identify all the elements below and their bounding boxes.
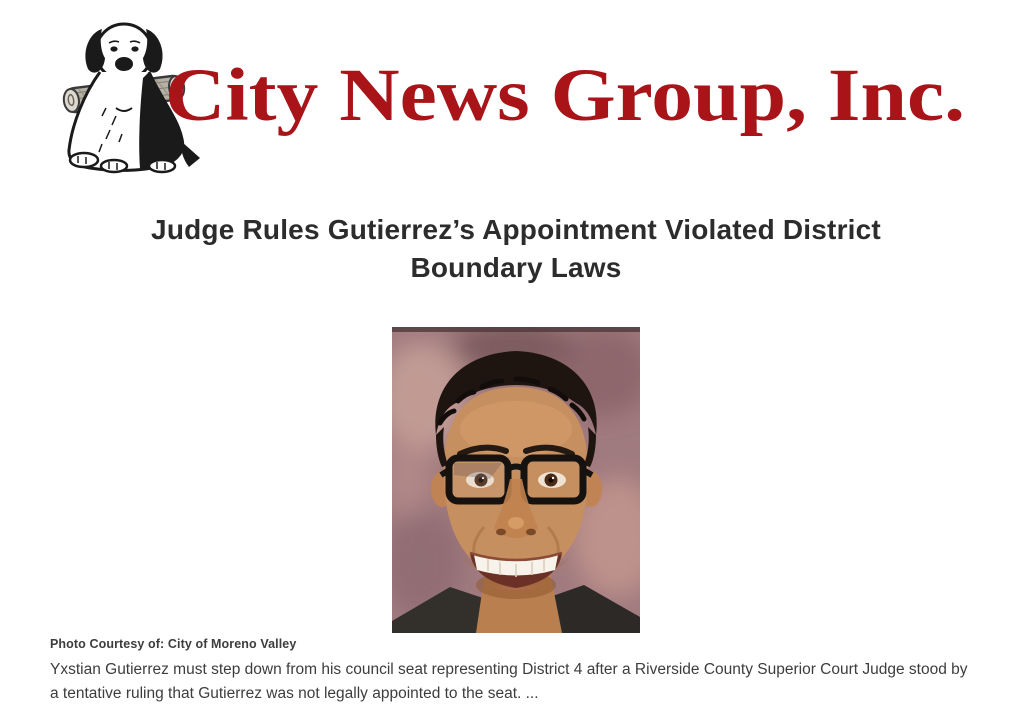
article-title-line-2: Boundary Laws xyxy=(410,252,622,283)
article-body xyxy=(0,637,1032,706)
article-title-line-1: Judge Rules Gutierrez’s Appointment Violated District xyxy=(151,214,881,245)
article-title[interactable] xyxy=(55,211,977,287)
site-header xyxy=(0,0,1032,186)
site-logo[interactable] xyxy=(0,0,1032,186)
photo-caption: Photo Courtesy of: City of Moreno Valley xyxy=(50,637,297,651)
portrait-image xyxy=(392,327,640,633)
logo-text-label: City News Group, Inc. xyxy=(165,54,965,137)
logo-text xyxy=(163,38,973,150)
article-teaser-text: Yxstian Gutierrez must step down from his council seat representing District 4 after a Riverside County Superior Court Judge stood by a tentative ruling that Gutierrez was not legally appointed to the seat. ... xyxy=(50,661,968,702)
article-photo[interactable] xyxy=(392,327,640,633)
